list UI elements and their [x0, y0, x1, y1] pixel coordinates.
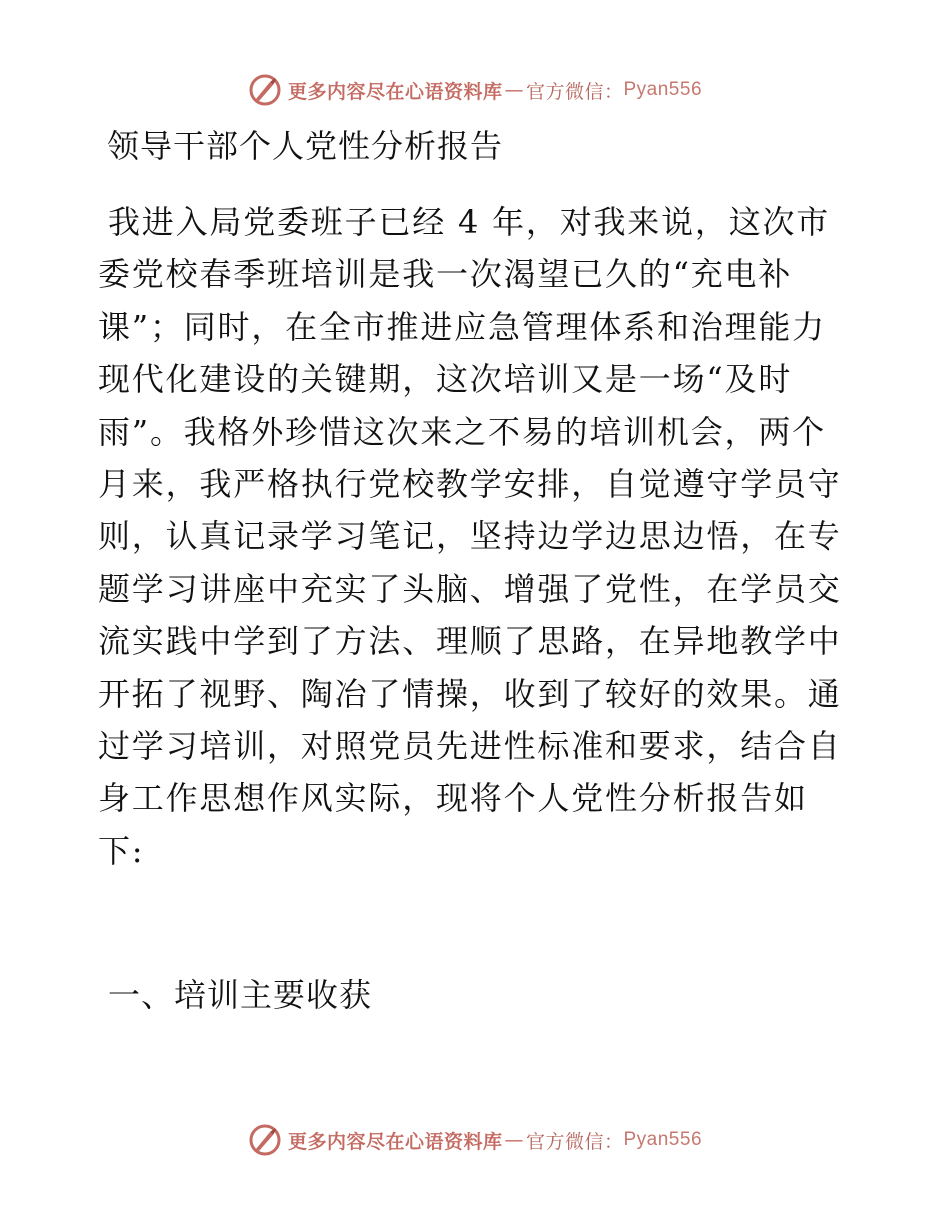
watermark-dash: — — [504, 1129, 524, 1151]
quill-pen-logo-icon — [248, 73, 282, 107]
section-heading: 一、培训主要收获 — [108, 976, 373, 1014]
watermark-account: Pyan556 — [623, 79, 703, 100]
document-title: 领导干部个人党性分析报告 — [107, 127, 504, 165]
quill-pen-logo-icon — [248, 1123, 282, 1157]
watermark-account: Pyan556 — [623, 1129, 703, 1150]
watermark-brand: 更多内容尽在心语资料库 — [287, 80, 503, 103]
header-watermark — [0, 70, 950, 110]
watermark-dash: — — [504, 79, 524, 101]
watermark-brand: 更多内容尽在心语资料库 — [287, 1130, 503, 1153]
document-paragraph: 我进入局党委班子已经 4 年，对我来说，这次市委党校春季班培训是我一次渴望已久的“充电补课”；同时，在全市推进应急管理体系和治理能力现代化建设的关键期，这次培训又是一场“及时雨”。我格外珍惜这次来之不易的培训机会，两个月来，我严格执行党校教学安排，自觉遵守学员守则，认真记录学习笔记，坚持边学边思边悟，在专题学习讲座中充实了头脑、增强了党性，在学员交流实践中学到了方法、理顺了思路，在异地教学中开拓了视野、陶冶了情操，收到了较好的效果。通过学习培训，对照党员先进性标准和要求，结合自身工作思想作风实际，现将个人党性分析报告如下: — [98, 203, 842, 870]
footer-watermark — [0, 1120, 950, 1160]
watermark-official-label: 官方微信： — [525, 80, 624, 103]
watermark-official-label: 官方微信： — [525, 1130, 624, 1153]
